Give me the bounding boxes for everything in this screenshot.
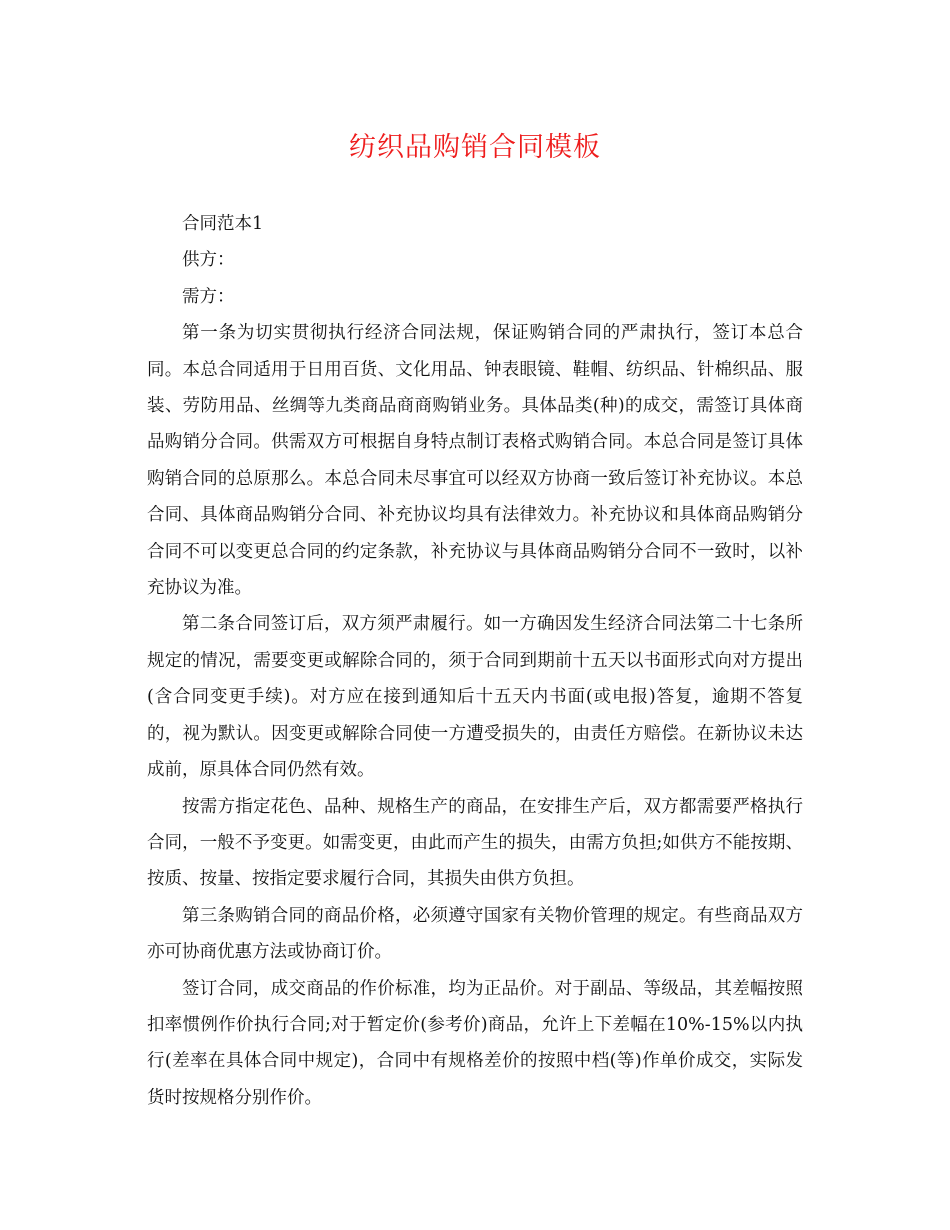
- custom-goods-paragraph: 按需方指定花色、品种、规格生产的商品，在安排生产后，双方都需要严格执行合同，一般不予变更。如需变更，由此而产生的损失，由需方负担;如供方不能按期、按质、按量、按指定要求履行合同，其损失由供方负担。: [147, 796, 803, 890]
- supplier-label: 供方：: [182, 250, 235, 271]
- pricing-standard-paragraph: 签订合同，成交商品的作价标准，均为正品价。对于副品、等级品，其差幅按照扣率惯例作价执行合同;对于暂定价(参考价)商品，允许上下差幅在10%-15%以内执行(差率在具体合同中规定)，合同中有规格差价的按照中档(等)作单价成交，实际发货时按规格分别作价。: [147, 978, 803, 1108]
- document-body: [147, 206, 803, 1116]
- article-3-paragraph: 第三条购销合同的商品价格，必须遵守国家有关物价管理的规定。有些商品双方亦可协商优惠方法或协商订价。: [147, 905, 803, 963]
- document-title: 纺织品购销合同模板: [349, 132, 601, 163]
- article-1-paragraph: 第一条为切实贯彻执行经济合同法规，保证购销合同的严肃执行，签订本总合同。本总合同适用于日用百货、文化用品、钟表眼镜、鞋帽、纺织品、针棉织品、服装、劳防用品、丝绸等九类商品商商购销业务。具体品类(种)的成交，需签订具体商品购销分合同。供需双方可根据自身特点制订表格式购销合同。本总合同是签订具体购销合同的总原那么。本总合同未尽事宜可以经双方协商一致后签订补充协议。本总合同、具体商品购销分合同、补充协议均具有法律效力。补充协议和具体商品购销分合同不可以变更总合同的约定条款，补充协议与具体商品购销分合同不一致时，以补充协议为准。: [147, 323, 803, 599]
- article-2-paragraph: 第二条合同签订后，双方须严肃履行。如一方确因发生经济合同法第二十七条所规定的情况，需要变更或解除合同的，须于合同到期前十五天以书面形式向对方提出(含合同变更手续)。对方应在接到通知后十五天内书面(或电报)答复，逾期不答复的，视为默认。因变更或解除合同使一方遭受损失的，由责任方赔偿。在新协议未达成前，原具体合同仍然有效。: [147, 614, 803, 781]
- contract-sample-label: 合同范本1: [182, 214, 264, 234]
- buyer-label: 需方：: [182, 286, 235, 307]
